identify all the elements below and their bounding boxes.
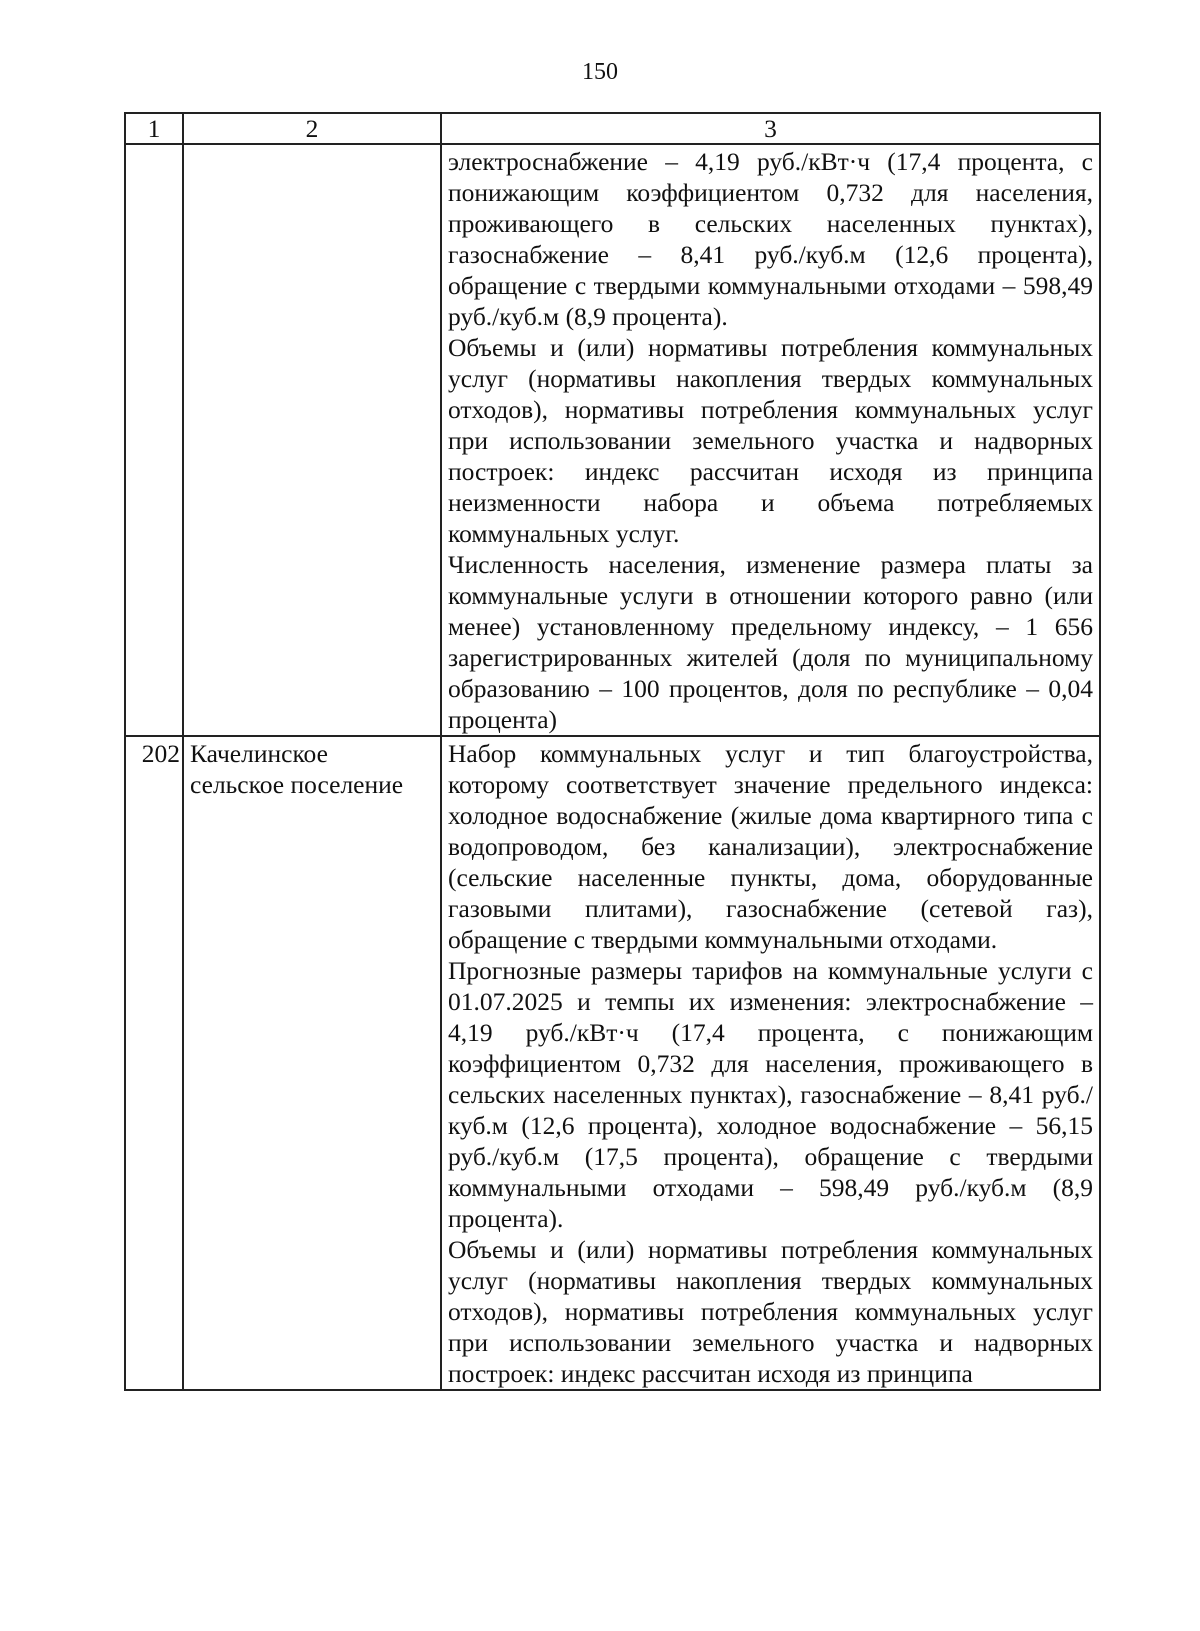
paragraph-population: Численность населения, изменение размера платы за коммунальные услуги в отношении которого равно (или менее) установленному предельному индексу, – 1 656 зарегистрированных жителей (доля по муниципальному образованию – 100 процентов, доля по республике – 0,04 процента)	[448, 550, 1093, 734]
column-header-3: 3	[441, 113, 1100, 144]
column-header-1: 1	[125, 113, 183, 144]
municipality-name-line2: сельское поселение	[190, 770, 404, 799]
row-number-cell: 202	[125, 736, 183, 1390]
tariff-table	[124, 112, 1101, 1391]
page-number: 150	[582, 59, 618, 85]
table-row-202	[125, 736, 1100, 1390]
paragraph-service-set: Набор коммунальных услуг и тип благоустройства, которому соответствует значение предельного индекса: холодное водоснабжение (жилые дома квартирного типа с водопроводом, без канализации), электроснабжение (сельские населенные пункты, дома, оборудованные газовыми плитами), газоснабжение (сетевой газ), обращение с твердыми коммунальными отходами.	[448, 739, 1093, 954]
row-content-cell	[441, 144, 1100, 736]
column-header-2: 2	[183, 113, 441, 144]
row-content-cell	[441, 736, 1100, 1390]
municipality-name-cell	[183, 736, 441, 1390]
municipality-name-line1: Качелинское	[190, 739, 328, 768]
paragraph-consumption-norms: Объемы и (или) нормативы потребления коммунальных услуг (нормативы накопления твердых коммунальных отходов), нормативы потребления коммунальных услуг при использовании земельного участка и надворных построек: индекс рассчитан исходя из принципа неизменности набора и объема потребляемых коммунальных услуг.	[448, 333, 1093, 548]
paragraph-tariffs-continued: электроснабжение – 4,19 руб./кВт·ч (17,4 процента, с понижающим коэффициентом 0,732 для населения, проживающего в сельских населенных пунктах), газоснабжение – 8,41 руб./куб.м (12,6 процента), обращение с твердыми коммунальными отходами – 598,49 руб./куб.м (8,9 процента).	[448, 147, 1093, 331]
paragraph-forecast-tariffs: Прогнозные размеры тарифов на коммунальные услуги с 01.07.2025 и темпы их изменения: электроснабжение – 4,19 руб./кВт·ч (17,4 процента, с понижающим коэффициентом 0,732 для населения, проживающего в сельских населенных пунктах), газоснабжение – 8,41 руб./куб.м (12,6 процента), холодное водоснабжение – 56,15 руб./куб.м (17,5 процента), обращение с твердыми коммунальными отходами – 598,49 руб./куб.м (8,9 процента).	[448, 956, 1093, 1233]
municipality-cell-empty	[183, 144, 441, 736]
row-number-cell-empty	[125, 144, 183, 736]
table-header-row	[125, 113, 1100, 144]
paragraph-consumption-norms: Объемы и (или) нормативы потребления коммунальных услуг (нормативы накопления твердых коммунальных отходов), нормативы потребления коммунальных услуг при использовании земельного участка и надворных построек: индекс рассчитан исходя из принципа	[448, 1235, 1093, 1388]
table-row-continued	[125, 144, 1100, 736]
